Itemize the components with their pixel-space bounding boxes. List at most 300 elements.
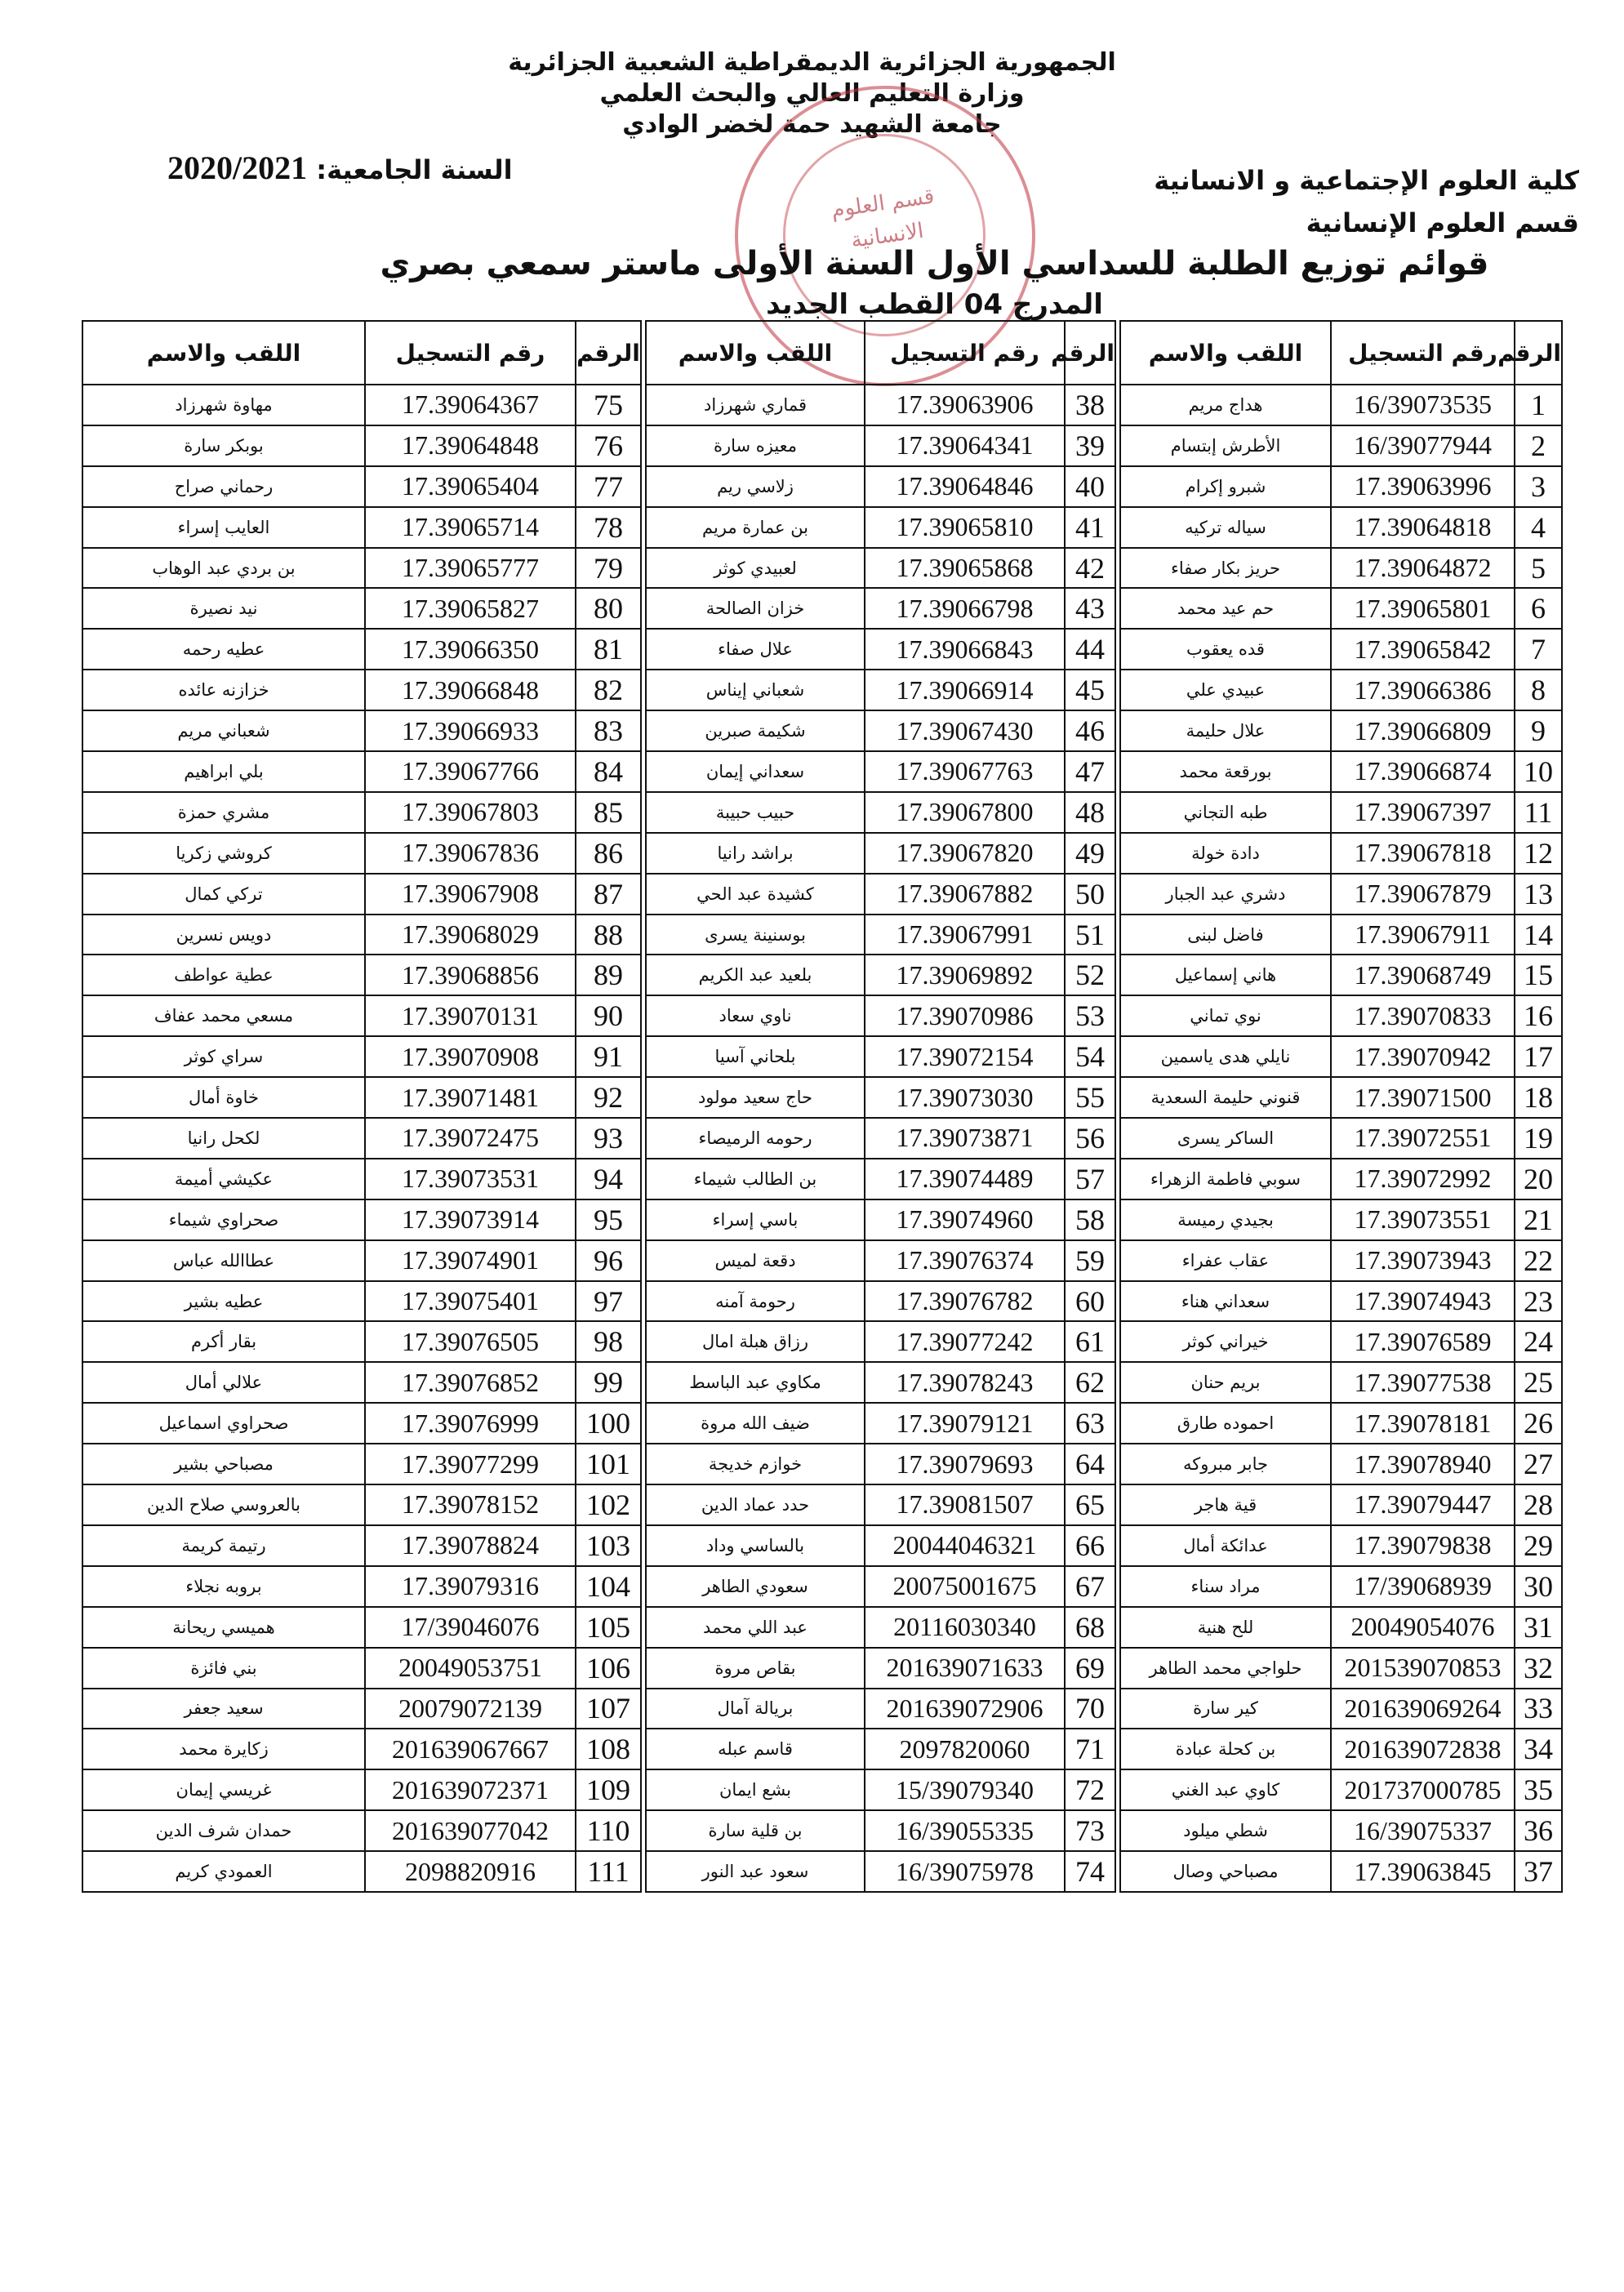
student-number: 55 bbox=[1065, 1077, 1115, 1118]
student-name: رحومه الرميصاء bbox=[646, 1118, 865, 1159]
student-number: 67 bbox=[1065, 1566, 1115, 1607]
student-name: نوي تماني bbox=[1120, 995, 1331, 1036]
registration-number: 17.39081507 bbox=[865, 1484, 1065, 1525]
student-name: سعداني هناء bbox=[1120, 1281, 1331, 1322]
student-name: تركي كمال bbox=[82, 874, 365, 915]
registration-number: 17.39067766 bbox=[365, 751, 576, 792]
registration-number: 17.39073871 bbox=[865, 1118, 1065, 1159]
registration-number: 17.39064818 bbox=[1331, 507, 1515, 548]
student-name: بوسنينة يسرى bbox=[646, 915, 865, 955]
student-name: للح هنية bbox=[1120, 1607, 1331, 1648]
student-name: معيزه سارة bbox=[646, 425, 865, 466]
col-header-registration: رقم التسجيل bbox=[1331, 321, 1515, 385]
student-number: 26 bbox=[1515, 1403, 1562, 1444]
student-name: براشد رانيا bbox=[646, 833, 865, 874]
registration-number: 17/39068939 bbox=[1331, 1566, 1515, 1607]
student-number: 98 bbox=[576, 1321, 641, 1362]
registration-number: 17.39067836 bbox=[365, 833, 576, 874]
registration-number: 16/39073535 bbox=[1331, 385, 1515, 425]
student-number: 65 bbox=[1065, 1484, 1115, 1525]
student-name: خزازنه عائده bbox=[82, 670, 365, 710]
student-number: 6 bbox=[1515, 588, 1562, 629]
registration-number: 17.39078152 bbox=[365, 1484, 576, 1525]
student-number: 11 bbox=[1515, 792, 1562, 833]
registration-number: 17.39066843 bbox=[865, 629, 1065, 670]
student-name: بن كحلة عبادة bbox=[1120, 1729, 1331, 1769]
table-row bbox=[82, 1851, 1562, 1892]
student-number: 80 bbox=[576, 588, 641, 629]
student-name: هميسي ريحانة bbox=[82, 1607, 365, 1648]
student-number: 51 bbox=[1065, 915, 1115, 955]
registration-number: 201639067667 bbox=[365, 1729, 576, 1769]
student-name: بريالة آمال bbox=[646, 1689, 865, 1729]
student-name: بوبكر سارة bbox=[82, 425, 365, 466]
table-row bbox=[82, 1362, 1562, 1403]
registration-number: 17.39071500 bbox=[1331, 1077, 1515, 1118]
registration-number: 17.39074960 bbox=[865, 1199, 1065, 1240]
student-name: قماري شهرزاد bbox=[646, 385, 865, 425]
registration-number: 16/39055335 bbox=[865, 1810, 1065, 1851]
registration-number: 17.39073943 bbox=[1331, 1240, 1515, 1281]
registration-number: 17.39076589 bbox=[1331, 1321, 1515, 1362]
student-name: كشيدة عبد الحي bbox=[646, 874, 865, 915]
student-name: خاوة أمال bbox=[82, 1077, 365, 1118]
student-number: 63 bbox=[1065, 1403, 1115, 1444]
student-number: 32 bbox=[1515, 1648, 1562, 1689]
student-number: 7 bbox=[1515, 629, 1562, 670]
student-number: 87 bbox=[576, 874, 641, 915]
table-row bbox=[82, 874, 1562, 915]
registration-number: 17.39067882 bbox=[865, 874, 1065, 915]
student-number: 100 bbox=[576, 1403, 641, 1444]
table-row bbox=[82, 1648, 1562, 1689]
student-name: بقار أكرم bbox=[82, 1321, 365, 1362]
student-number: 111 bbox=[576, 1851, 641, 1892]
student-number: 82 bbox=[576, 670, 641, 710]
student-number: 91 bbox=[576, 1036, 641, 1077]
student-number: 102 bbox=[576, 1484, 641, 1525]
col-header-name: اللقب والاسم bbox=[1120, 321, 1331, 385]
student-number: 108 bbox=[576, 1729, 641, 1769]
student-number: 59 bbox=[1065, 1240, 1115, 1281]
student-number: 81 bbox=[576, 629, 641, 670]
student-number: 1 bbox=[1515, 385, 1562, 425]
student-name: خيراني كوثر bbox=[1120, 1321, 1331, 1362]
student-number: 57 bbox=[1065, 1159, 1115, 1199]
registration-number: 17.39076374 bbox=[865, 1240, 1065, 1281]
student-name: سوبي فاطمة الزهراء bbox=[1120, 1159, 1331, 1199]
registration-number: 17.39065801 bbox=[1331, 588, 1515, 629]
student-number: 88 bbox=[576, 915, 641, 955]
student-name: رحومة آمنه bbox=[646, 1281, 865, 1322]
student-number: 50 bbox=[1065, 874, 1115, 915]
student-number: 84 bbox=[576, 751, 641, 792]
student-name: مشري حمزة bbox=[82, 792, 365, 833]
student-name: بشع ايمان bbox=[646, 1769, 865, 1810]
student-name: شعباني إيناس bbox=[646, 670, 865, 710]
student-name: سعودي الطاهر bbox=[646, 1566, 865, 1607]
student-name: دقعة لميس bbox=[646, 1240, 865, 1281]
academic-year bbox=[159, 149, 513, 187]
registration-number: 16/39075337 bbox=[1331, 1810, 1515, 1851]
registration-number: 17.39067820 bbox=[865, 833, 1065, 874]
student-name: حبيب حبيبة bbox=[646, 792, 865, 833]
student-name: رزاق هبلة امال bbox=[646, 1321, 865, 1362]
table-row bbox=[82, 1321, 1562, 1362]
student-number: 103 bbox=[576, 1525, 641, 1566]
student-name: دشري عبد الجبار bbox=[1120, 874, 1331, 915]
student-number: 25 bbox=[1515, 1362, 1562, 1403]
table-row bbox=[82, 1769, 1562, 1810]
student-name: بلحاني آسيا bbox=[646, 1036, 865, 1077]
student-number: 3 bbox=[1515, 466, 1562, 507]
registration-number: 201539070853 bbox=[1331, 1648, 1515, 1689]
student-number: 107 bbox=[576, 1689, 641, 1729]
student-number: 73 bbox=[1065, 1810, 1115, 1851]
student-name: قية هاجر bbox=[1120, 1484, 1331, 1525]
registration-number: 17.39072551 bbox=[1331, 1118, 1515, 1159]
registration-number: 17.39076852 bbox=[365, 1362, 576, 1403]
student-name: الأطرش إبتسام bbox=[1120, 425, 1331, 466]
registration-number: 17.39079693 bbox=[865, 1444, 1065, 1484]
student-number: 83 bbox=[576, 710, 641, 751]
registration-number: 2097820060 bbox=[865, 1729, 1065, 1769]
student-number: 109 bbox=[576, 1769, 641, 1810]
registration-number: 17.39078181 bbox=[1331, 1403, 1515, 1444]
registration-number: 17.39077538 bbox=[1331, 1362, 1515, 1403]
student-number: 47 bbox=[1065, 751, 1115, 792]
registration-number: 17.39070131 bbox=[365, 995, 576, 1036]
student-number: 10 bbox=[1515, 751, 1562, 792]
student-number: 18 bbox=[1515, 1077, 1562, 1118]
student-name: بن قلية سارة bbox=[646, 1810, 865, 1851]
student-number: 61 bbox=[1065, 1321, 1115, 1362]
registration-number: 17.39067879 bbox=[1331, 874, 1515, 915]
student-number: 78 bbox=[576, 507, 641, 548]
table-row bbox=[82, 1484, 1562, 1525]
ministry-line: وزارة التعليم العالي والبحث العلمي bbox=[599, 79, 1025, 108]
student-number: 56 bbox=[1065, 1118, 1115, 1159]
table-row bbox=[82, 1810, 1562, 1851]
student-name: زلاسي ريم bbox=[646, 466, 865, 507]
table-row bbox=[82, 955, 1562, 995]
registration-number: 17.39070942 bbox=[1331, 1036, 1515, 1077]
republic-line: الجمهورية الجزائرية الديمقراطية الشعبية الجزائرية bbox=[508, 48, 1116, 77]
registration-number: 17.39067908 bbox=[365, 874, 576, 915]
table-row bbox=[82, 1077, 1562, 1118]
registration-number: 17.39065404 bbox=[365, 466, 576, 507]
student-name: خوازم خديجة bbox=[646, 1444, 865, 1484]
student-name: سعود عبد النور bbox=[646, 1851, 865, 1892]
registration-number: 17.39063906 bbox=[865, 385, 1065, 425]
student-number: 72 bbox=[1065, 1769, 1115, 1810]
student-name: كير سارة bbox=[1120, 1689, 1331, 1729]
registration-number: 201737000785 bbox=[1331, 1769, 1515, 1810]
student-number: 89 bbox=[576, 955, 641, 995]
registration-number: 17.39070908 bbox=[365, 1036, 576, 1077]
student-number: 64 bbox=[1065, 1444, 1115, 1484]
student-number: 104 bbox=[576, 1566, 641, 1607]
table-row bbox=[82, 1199, 1562, 1240]
student-name: حدد عماد الدين bbox=[646, 1484, 865, 1525]
student-name: مصباحي وصال bbox=[1120, 1851, 1331, 1892]
registration-number: 17.39067430 bbox=[865, 710, 1065, 751]
student-name: ناوي سعاد bbox=[646, 995, 865, 1036]
registration-number: 201639072838 bbox=[1331, 1729, 1515, 1769]
student-name: بن بردي عبد الوهاب bbox=[82, 548, 365, 589]
student-number: 29 bbox=[1515, 1525, 1562, 1566]
registration-number: 201639072371 bbox=[365, 1769, 576, 1810]
student-number: 85 bbox=[576, 792, 641, 833]
student-name: بني فائزة bbox=[82, 1648, 365, 1689]
student-name: دويس نسرين bbox=[82, 915, 365, 955]
student-number: 41 bbox=[1065, 507, 1115, 548]
table-row bbox=[82, 1036, 1562, 1077]
student-number: 12 bbox=[1515, 833, 1562, 874]
student-name: بقاص مروة bbox=[646, 1648, 865, 1689]
registration-number: 201639077042 bbox=[365, 1810, 576, 1851]
registration-number: 17.39074901 bbox=[365, 1240, 576, 1281]
table-row bbox=[82, 588, 1562, 629]
student-number: 92 bbox=[576, 1077, 641, 1118]
student-name: هداج مريم bbox=[1120, 385, 1331, 425]
registration-number: 15/39079340 bbox=[865, 1769, 1065, 1810]
registration-number: 17.39068749 bbox=[1331, 955, 1515, 995]
student-name: بن عمارة مريم bbox=[646, 507, 865, 548]
student-number: 99 bbox=[576, 1362, 641, 1403]
table-row bbox=[82, 833, 1562, 874]
registration-number: 17.39065842 bbox=[1331, 629, 1515, 670]
registration-number: 17.39070986 bbox=[865, 995, 1065, 1036]
registration-number: 17.39078940 bbox=[1331, 1444, 1515, 1484]
registration-number: 17.39066386 bbox=[1331, 670, 1515, 710]
registration-number: 17.39078243 bbox=[865, 1362, 1065, 1403]
student-number: 86 bbox=[576, 833, 641, 874]
student-name: دادة خولة bbox=[1120, 833, 1331, 874]
student-name: جابر مبروكه bbox=[1120, 1444, 1331, 1484]
table-row bbox=[82, 1403, 1562, 1444]
registration-number: 17.39066350 bbox=[365, 629, 576, 670]
registration-number: 17.39067818 bbox=[1331, 833, 1515, 874]
student-number: 39 bbox=[1065, 425, 1115, 466]
table-row bbox=[82, 385, 1562, 425]
student-number: 19 bbox=[1515, 1118, 1562, 1159]
year-value: 2020/2021 bbox=[167, 149, 308, 186]
student-name: عبيدي علي bbox=[1120, 670, 1331, 710]
student-number: 2 bbox=[1515, 425, 1562, 466]
student-number: 74 bbox=[1065, 1851, 1115, 1892]
student-number: 68 bbox=[1065, 1607, 1115, 1648]
table-header-row bbox=[82, 321, 1562, 385]
registration-number: 17.39067800 bbox=[865, 792, 1065, 833]
registration-number: 17.39074943 bbox=[1331, 1281, 1515, 1322]
student-name: عقاب عفراء bbox=[1120, 1240, 1331, 1281]
student-name: الساكر يسرى bbox=[1120, 1118, 1331, 1159]
student-name: مهاوة شهرزاد bbox=[82, 385, 365, 425]
student-number: 33 bbox=[1515, 1689, 1562, 1729]
faculty-name: كلية العلوم الإجتماعية و الانسانية bbox=[1154, 165, 1579, 196]
student-number: 14 bbox=[1515, 915, 1562, 955]
table-row bbox=[82, 466, 1562, 507]
student-number: 37 bbox=[1515, 1851, 1562, 1892]
table-row bbox=[82, 1729, 1562, 1769]
table-row bbox=[82, 1525, 1562, 1566]
student-number: 24 bbox=[1515, 1321, 1562, 1362]
student-name: عطيه بشير bbox=[82, 1281, 365, 1322]
registration-number: 20075001675 bbox=[865, 1566, 1065, 1607]
student-number: 46 bbox=[1065, 710, 1115, 751]
student-number: 45 bbox=[1065, 670, 1115, 710]
student-number: 35 bbox=[1515, 1769, 1562, 1810]
table-row bbox=[82, 548, 1562, 589]
registration-number: 17.39079838 bbox=[1331, 1525, 1515, 1566]
student-number: 96 bbox=[576, 1240, 641, 1281]
student-number: 38 bbox=[1065, 385, 1115, 425]
student-name: سعداني إيمان bbox=[646, 751, 865, 792]
student-number: 28 bbox=[1515, 1484, 1562, 1525]
student-name: شعباني مريم bbox=[82, 710, 365, 751]
registration-number: 17.39064848 bbox=[365, 425, 576, 466]
student-name: العايب إسراء bbox=[82, 507, 365, 548]
registration-number: 17.39079121 bbox=[865, 1403, 1065, 1444]
student-number: 23 bbox=[1515, 1281, 1562, 1322]
department-name: قسم العلوم الإنسانية bbox=[1306, 207, 1579, 238]
student-name: حم عيد محمد bbox=[1120, 588, 1331, 629]
table-row bbox=[82, 915, 1562, 955]
student-number: 95 bbox=[576, 1199, 641, 1240]
year-label: السنة الجامعية: bbox=[316, 154, 513, 185]
registration-number: 201639069264 bbox=[1331, 1689, 1515, 1729]
student-number: 21 bbox=[1515, 1199, 1562, 1240]
student-number: 9 bbox=[1515, 710, 1562, 751]
registration-number: 17.39066809 bbox=[1331, 710, 1515, 751]
registration-number: 2098820916 bbox=[365, 1851, 576, 1892]
student-name: العمودي كريم bbox=[82, 1851, 365, 1892]
registration-number: 17.39077299 bbox=[365, 1444, 576, 1484]
registration-number: 17.39074489 bbox=[865, 1159, 1065, 1199]
registration-number: 17.39063845 bbox=[1331, 1851, 1515, 1892]
student-name: عطاالله عباس bbox=[82, 1240, 365, 1281]
student-name: فاضل لبنى bbox=[1120, 915, 1331, 955]
registration-number: 17.39067763 bbox=[865, 751, 1065, 792]
student-name: زكايرة محمد bbox=[82, 1729, 365, 1769]
student-name: عدائكة أمال bbox=[1120, 1525, 1331, 1566]
student-name: بالعروسي صلاح الدين bbox=[82, 1484, 365, 1525]
student-name: مكاوي عبد الباسط bbox=[646, 1362, 865, 1403]
student-name: عطية عواطف bbox=[82, 955, 365, 995]
student-name: كاوي عبد الغني bbox=[1120, 1769, 1331, 1810]
registration-number: 17.39076505 bbox=[365, 1321, 576, 1362]
table-row bbox=[82, 1566, 1562, 1607]
student-name: باسي إسراء bbox=[646, 1199, 865, 1240]
student-number: 34 bbox=[1515, 1729, 1562, 1769]
student-number: 30 bbox=[1515, 1566, 1562, 1607]
student-number: 70 bbox=[1065, 1689, 1115, 1729]
registration-number: 17.39073531 bbox=[365, 1159, 576, 1199]
registration-number: 17.39069892 bbox=[865, 955, 1065, 995]
student-number: 5 bbox=[1515, 548, 1562, 589]
student-name: بلعيد عبد الكريم bbox=[646, 955, 865, 995]
student-number: 48 bbox=[1065, 792, 1115, 833]
student-number: 27 bbox=[1515, 1444, 1562, 1484]
registration-number: 17.39075401 bbox=[365, 1281, 576, 1322]
student-number: 8 bbox=[1515, 670, 1562, 710]
student-name: نايلي هدى ياسمين bbox=[1120, 1036, 1331, 1077]
student-name: بجيدي رميسة bbox=[1120, 1199, 1331, 1240]
col-header-registration: رقم التسجيل bbox=[865, 321, 1065, 385]
student-number: 17 bbox=[1515, 1036, 1562, 1077]
student-number: 42 bbox=[1065, 548, 1115, 589]
table-row bbox=[82, 507, 1562, 548]
registration-number: 17.39073551 bbox=[1331, 1199, 1515, 1240]
registration-number: 17.39064846 bbox=[865, 466, 1065, 507]
student-name: رتيمة كريمة bbox=[82, 1525, 365, 1566]
student-name: مسعي محمد عفاف bbox=[82, 995, 365, 1036]
student-name: عطيه رحمه bbox=[82, 629, 365, 670]
registration-number: 20049054076 bbox=[1331, 1607, 1515, 1648]
student-name: قاسم عبله bbox=[646, 1729, 865, 1769]
student-number: 79 bbox=[576, 548, 641, 589]
student-number: 69 bbox=[1065, 1648, 1115, 1689]
registration-number: 17.39066848 bbox=[365, 670, 576, 710]
registration-number: 17.39067803 bbox=[365, 792, 576, 833]
student-name: حاج سعيد مولود bbox=[646, 1077, 865, 1118]
student-name: قنوني حليمة السعدية bbox=[1120, 1077, 1331, 1118]
student-name: شبرو إكرام bbox=[1120, 466, 1331, 507]
table-row bbox=[82, 710, 1562, 751]
student-number: 66 bbox=[1065, 1525, 1115, 1566]
student-name: عبد اللي محمد bbox=[646, 1607, 865, 1648]
student-name: احموده طارق bbox=[1120, 1403, 1331, 1444]
registration-number: 201639071633 bbox=[865, 1648, 1065, 1689]
col-header-number: الرقم bbox=[576, 321, 641, 385]
student-number: 52 bbox=[1065, 955, 1115, 995]
student-number: 53 bbox=[1065, 995, 1115, 1036]
registration-number: 17.39065868 bbox=[865, 548, 1065, 589]
student-name: هاني إسماعيل bbox=[1120, 955, 1331, 995]
student-name: بلي ابراهيم bbox=[82, 751, 365, 792]
student-name: علال حليمة bbox=[1120, 710, 1331, 751]
student-number: 77 bbox=[576, 466, 641, 507]
student-name: مصباحي بشير bbox=[82, 1444, 365, 1484]
document-title bbox=[0, 241, 1624, 323]
student-name: علالي أمال bbox=[82, 1362, 365, 1403]
registration-number: 17.39073030 bbox=[865, 1077, 1065, 1118]
student-name: بالساسي وداد bbox=[646, 1525, 865, 1566]
university-line: جامعة الشهيد حمة لخضر الوادي bbox=[622, 110, 1002, 139]
stamp-text: قسم العلوم الانسانية bbox=[830, 184, 937, 253]
registration-number: 17.39065777 bbox=[365, 548, 576, 589]
title-line-1: قوائم توزيع الطلبة للسداسي الأول السنة الأولى ماستر سمعي بصري bbox=[380, 245, 1489, 283]
registration-number: 17.39067911 bbox=[1331, 915, 1515, 955]
registration-number: 17.39066874 bbox=[1331, 751, 1515, 792]
student-name: رحماني صراح bbox=[82, 466, 365, 507]
student-number: 62 bbox=[1065, 1362, 1115, 1403]
registration-number: 17.39065810 bbox=[865, 507, 1065, 548]
student-number: 22 bbox=[1515, 1240, 1562, 1281]
student-name: شكيمة صبرين bbox=[646, 710, 865, 751]
col-header-number: الرقم bbox=[1065, 321, 1115, 385]
student-name: علال صفاء bbox=[646, 629, 865, 670]
student-number: 105 bbox=[576, 1607, 641, 1648]
student-number: 94 bbox=[576, 1159, 641, 1199]
student-number: 20 bbox=[1515, 1159, 1562, 1199]
registration-number: 20079072139 bbox=[365, 1689, 576, 1729]
registration-number: 17.39068856 bbox=[365, 955, 576, 995]
registration-number: 17.39065827 bbox=[365, 588, 576, 629]
student-name: سياله تركيه bbox=[1120, 507, 1331, 548]
student-name: غريسي إيمان bbox=[82, 1769, 365, 1810]
